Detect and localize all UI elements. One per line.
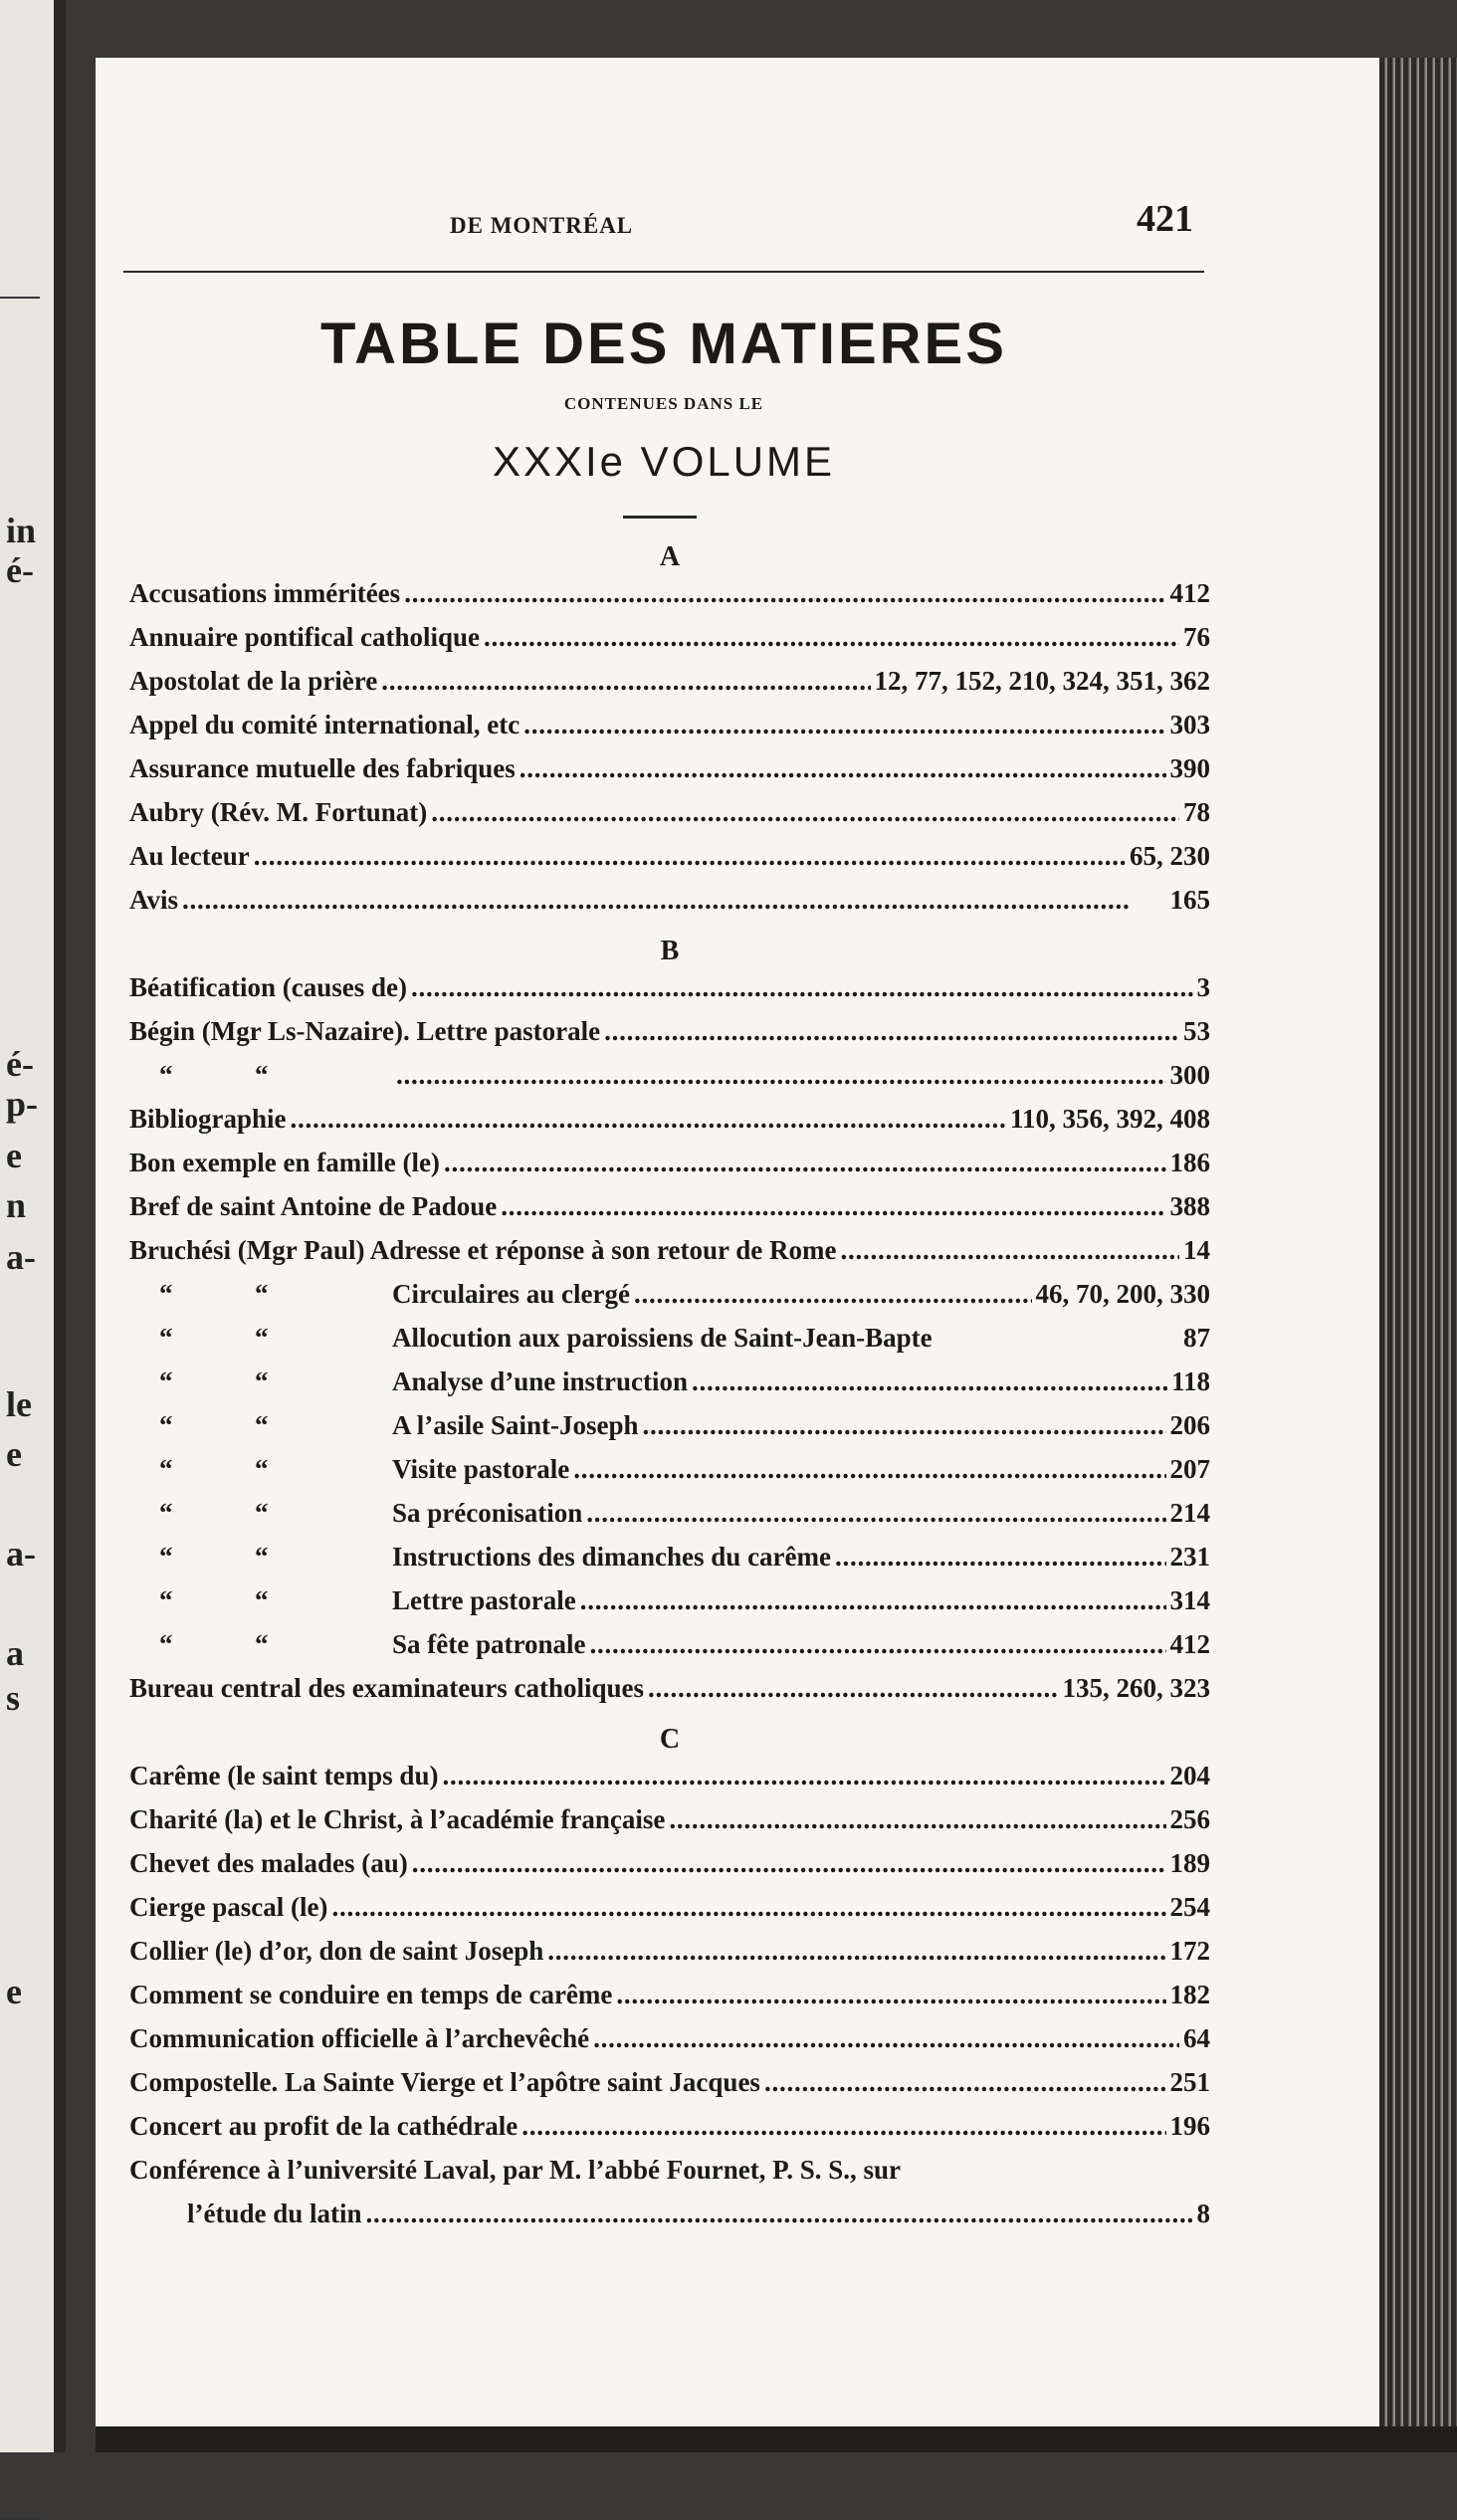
dot-leader [412, 1841, 1166, 1885]
ditto-mark: “ [255, 1498, 269, 1528]
toc-entry [129, 2192, 1210, 2235]
entry-pages: 256 [1169, 1804, 1210, 1834]
entry-title: Chevet des malades (au) [129, 1848, 408, 1878]
entry-title: Bureau central des examinateurs catholiques [129, 1673, 644, 1703]
toc-entry [129, 1272, 1210, 1316]
page-subtitle: CONTENUES DANS LE [563, 394, 764, 413]
entry-title: Apostolat de la prière [129, 666, 378, 696]
previous-page-fragment: n [6, 1185, 27, 1225]
dot-leader [634, 1272, 1032, 1316]
previous-page-fragment: é- [6, 550, 34, 590]
entry-pages: 64 [1183, 2023, 1210, 2053]
entry-pages: 172 [1169, 1936, 1210, 1966]
entry-title: Accusations imméritées [129, 578, 401, 608]
previous-page-edge [0, 0, 64, 2452]
entry-title: Avis [129, 885, 179, 915]
ditto-mark: “ [255, 1279, 269, 1309]
dot-leader [573, 1447, 1165, 1491]
entry-title: Cierge pascal (le) [129, 1892, 328, 1922]
entry-pages: 76 [1183, 622, 1210, 652]
ditto-mark: “ [255, 1542, 269, 1572]
dot-leader [764, 2060, 1166, 2104]
entry-pages: 87 [1183, 1323, 1210, 1353]
ditto-mark: “ [255, 1366, 269, 1396]
previous-page-fragment: é- [6, 1044, 34, 1084]
entry-title: Lettre pastorale [392, 1585, 576, 1615]
toc-entry [129, 2104, 1210, 2148]
entry-pages: 182 [1169, 1980, 1210, 2009]
ditto-mark: “ [159, 1585, 173, 1615]
entry-pages: 300 [1169, 1060, 1210, 1090]
toc-entry [129, 746, 1210, 790]
section-letter: B [660, 936, 680, 966]
ditto-mark: “ [159, 1542, 173, 1572]
toc-entry [129, 2016, 1210, 2060]
previous-page-fragment: a [6, 1633, 24, 1673]
toc-entry [129, 1973, 1210, 2016]
entry-pages: 206 [1169, 1410, 1210, 1440]
dot-leader [692, 1360, 1167, 1403]
page-title: TABLE DES MATIERES [320, 312, 1007, 376]
dot-leader [291, 1097, 1006, 1141]
dot-leader [521, 2104, 1165, 2148]
toc-entry [129, 1578, 1210, 1622]
title-rule [623, 516, 697, 519]
toc-entry [129, 1797, 1210, 1841]
ditto-mark: “ [255, 1629, 269, 1659]
dot-leader [520, 746, 1166, 790]
toc-entry [129, 1009, 1210, 1053]
ditto-mark: “ [255, 1060, 269, 1090]
scan-bottom-border [96, 2426, 1457, 2452]
running-head: DE MONTRÉAL [450, 213, 634, 238]
section-letter: C [659, 1724, 681, 1755]
entry-title: Instructions des dimanches du carême [392, 1542, 832, 1572]
entry-pages: 303 [1169, 710, 1210, 739]
toc-entry [129, 790, 1210, 834]
ditto-mark: “ [159, 1454, 173, 1484]
entry-pages: 254 [1169, 1892, 1210, 1922]
previous-page-fragment: a- [6, 1534, 36, 1574]
dot-leader [616, 1973, 1165, 2016]
entry-pages: 8 [1196, 2199, 1210, 2228]
entry-title: Assurance mutuelle des fabriques [129, 753, 516, 783]
entry-pages: 231 [1169, 1542, 1210, 1572]
toc-entry [129, 1491, 1210, 1535]
entry-title: Aubry (Rév. M. Fortunat) [129, 797, 428, 827]
toc-entry [129, 571, 1210, 615]
toc-entry [129, 1666, 1210, 1710]
entry-title: Conférence à l’université Laval, par M. l’abbé Fournet, P. S. S., sur [129, 2155, 901, 2185]
dot-leader [648, 1666, 1059, 1710]
entry-title: Collier (le) d’or, don de saint Joseph [129, 1936, 544, 1966]
dot-leader [484, 615, 1179, 659]
entry-title: Allocution aux paroissiens de Saint-Jean-Bapte [392, 1323, 933, 1353]
entry-title: Au lecteur [129, 841, 250, 871]
entry-pages: 189 [1169, 1848, 1210, 1878]
entry-title: Appel du comité international, etc [129, 710, 520, 739]
toc-entry [129, 2148, 1210, 2192]
entry-pages: 388 [1169, 1191, 1210, 1221]
toc-entry [129, 1316, 1210, 1360]
entry-pages: 46, 70, 200, 330 [1035, 1279, 1210, 1309]
entry-title: Bruchési (Mgr Paul) Adresse et réponse à son retour de Rome [129, 1235, 837, 1265]
ditto-mark: “ [159, 1366, 173, 1396]
ditto-mark: “ [159, 1498, 173, 1528]
dot-leader [593, 2016, 1179, 2060]
entry-title: Bon exemple en famille (le) [129, 1148, 440, 1177]
entry-pages: 53 [1183, 1016, 1210, 1046]
entry-title: Bibliographie [129, 1104, 287, 1134]
previous-page-fragment: e [6, 1434, 22, 1474]
entry-title: Comment se conduire en temps de carême [129, 1980, 613, 2009]
entry-title: Annuaire pontifical catholique [129, 622, 481, 652]
previous-page-fragment: in [6, 511, 37, 550]
ditto-mark: “ [255, 1410, 269, 1440]
entry-pages: 165 [1169, 885, 1210, 915]
toc-entry [129, 1754, 1210, 1797]
previous-page-fragment: le [6, 1384, 32, 1424]
entry-title: Charité (la) et le Christ, à l’académie française [129, 1804, 666, 1834]
entry-pages: 412 [1169, 578, 1210, 608]
dot-leader [254, 834, 1126, 878]
dot-leader [589, 1622, 1165, 1666]
dot-leader [444, 1141, 1166, 1184]
entry-title: Compostelle. La Sainte Vierge et l’apôtre saint Jacques [129, 2067, 760, 2097]
binding-shadow [54, 0, 66, 2452]
toc-entry [129, 659, 1210, 703]
entry-title: Bref de saint Antoine de Padoue [129, 1191, 498, 1221]
dot-leader [669, 1797, 1165, 1841]
entry-pages: 12, 77, 152, 210, 324, 351, 362 [874, 666, 1210, 696]
dot-leader [586, 1491, 1165, 1535]
previous-page-fragment: a- [6, 1237, 36, 1277]
toc-entry [129, 1097, 1210, 1141]
toc-entry [129, 1447, 1210, 1491]
page-stack-edge [1379, 58, 1457, 2426]
entry-pages: 412 [1169, 1629, 1210, 1659]
entry-title: A l’asile Saint-Joseph [392, 1410, 639, 1440]
dot-leader [840, 1228, 1179, 1272]
ditto-mark: “ [255, 1454, 269, 1484]
toc-entry [129, 1403, 1210, 1447]
entry-title: Circulaires au clergé [392, 1279, 630, 1309]
dot-leader [381, 659, 870, 703]
ditto-mark: “ [159, 1323, 173, 1353]
toc-entry [129, 1141, 1210, 1184]
dot-leader [404, 571, 1165, 615]
entry-pages: 135, 260, 323 [1062, 1673, 1210, 1703]
ditto-mark: “ [255, 1585, 269, 1615]
previous-page-fragment: e [6, 1136, 22, 1175]
toc-entry [129, 1885, 1210, 1929]
dot-leader [580, 1578, 1166, 1622]
entry-pages: 78 [1183, 797, 1210, 827]
ditto-mark: “ [159, 1629, 173, 1659]
entry-pages: 214 [1169, 1498, 1210, 1528]
toc-entry [129, 878, 1210, 922]
entry-pages: 207 [1169, 1454, 1210, 1484]
entry-title: Analyse d’une instruction [392, 1366, 689, 1396]
previous-page-fragment: p- [6, 1084, 39, 1124]
dot-leader [182, 878, 1165, 922]
dot-leader [523, 703, 1165, 746]
entry-pages: 3 [1196, 972, 1210, 1002]
dot-leader [442, 1754, 1165, 1797]
entry-title: Sa préconisation [392, 1498, 583, 1528]
dot-leader [396, 1053, 1166, 1097]
toc-entry [129, 1841, 1210, 1885]
dot-leader [547, 1929, 1165, 1973]
toc-entry [129, 1535, 1210, 1578]
dot-leader [366, 2192, 1193, 2235]
toc-entry [129, 1360, 1210, 1403]
toc-entry [129, 703, 1210, 746]
toc-entry [129, 1053, 1210, 1097]
dot-leader [331, 1885, 1165, 1929]
dot-leader [835, 1535, 1165, 1578]
ditto-mark: “ [159, 1279, 173, 1309]
toc-entry [129, 2060, 1210, 2104]
dot-leader [501, 1184, 1165, 1228]
entry-title: Visite pastorale [392, 1454, 570, 1484]
entry-title: Carême (le saint temps du) [129, 1761, 439, 1790]
entry-pages: 110, 356, 392, 408 [1009, 1104, 1210, 1134]
toc-entry [129, 965, 1210, 1009]
toc-entry [129, 1622, 1210, 1666]
entry-title: Sa fête patronale [392, 1629, 586, 1659]
entry-pages: 14 [1183, 1235, 1210, 1265]
entry-pages: 196 [1169, 2111, 1210, 2141]
entry-pages: 65, 230 [1130, 841, 1210, 871]
previous-page-fragment: s [6, 1678, 21, 1718]
entry-pages: 390 [1169, 753, 1210, 783]
entry-pages: 186 [1169, 1148, 1210, 1177]
toc-entry [129, 615, 1210, 659]
dot-leader [643, 1403, 1166, 1447]
ditto-mark: “ [255, 1323, 269, 1353]
entry-title: Béatification (causes de) [129, 972, 407, 1002]
dot-leader [604, 1009, 1179, 1053]
entry-pages: 314 [1169, 1585, 1210, 1615]
entry-title: Bégin (Mgr Ls-Nazaire). Lettre pastorale [129, 1016, 601, 1046]
entry-title: Concert au profit de la cathédrale [129, 2111, 519, 2141]
ditto-mark: “ [159, 1410, 173, 1440]
toc-entry [129, 1228, 1210, 1272]
left-rule [0, 297, 40, 299]
entry-pages: 251 [1169, 2067, 1210, 2097]
toc-entry [129, 1929, 1210, 1973]
page-number: 421 [1137, 198, 1193, 240]
dot-leader [411, 965, 1193, 1009]
section-letter: A [659, 541, 681, 572]
volume-heading: XXXIe VOLUME [492, 438, 836, 485]
dot-leader [431, 790, 1179, 834]
toc-entry [129, 834, 1210, 878]
toc-entry [129, 1184, 1210, 1228]
entry-title: Communication officielle à l’archevêché [129, 2023, 590, 2053]
entry-pages: 118 [1170, 1366, 1210, 1396]
entry-title: l’étude du latin [187, 2199, 362, 2228]
previous-page-fragment: e [6, 1972, 22, 2011]
header-rule [123, 271, 1204, 273]
ditto-mark: “ [159, 1060, 173, 1090]
entry-pages: 204 [1169, 1761, 1210, 1790]
table-of-contents [129, 527, 1210, 2235]
